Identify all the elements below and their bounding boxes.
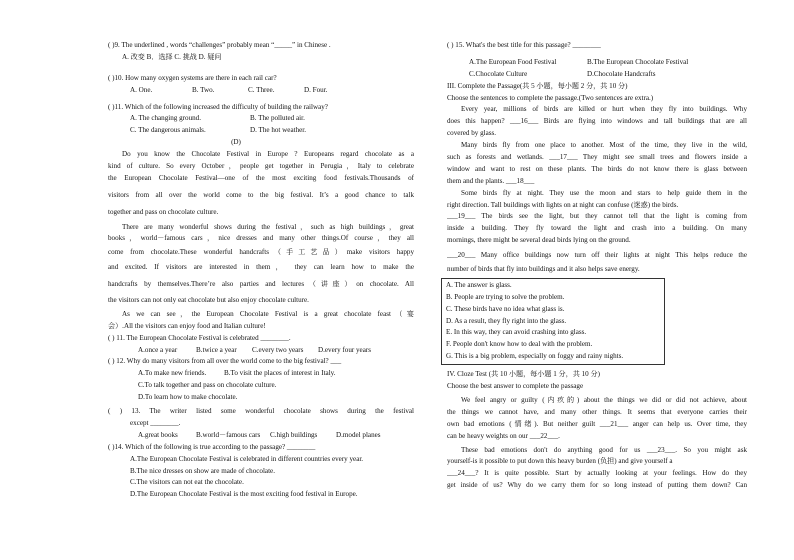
- q9-stem: ( )9. The underlined , words “challenges” probably mean “_____” in Chinese .: [108, 41, 331, 49]
- q14-option-a: A.The European Chocolate Festival is celebrated in different countries every year.: [130, 454, 364, 463]
- q11-option-a: A. The changing ground.: [130, 114, 201, 123]
- s4-line-8: get inside of us? Why do we carry them for so long instead of putting them down? Can: [447, 481, 747, 490]
- q14-option-b: B.The nice dresses on show are made of chocolate.: [130, 466, 275, 475]
- passage-line-13: 会）.All the visitors can enjoy food and Italian culture!: [108, 321, 266, 330]
- right-column: [447, 40, 747, 492]
- passage-line-6: There are many wonderful shows during the festival，such as high buildings，great: [122, 222, 414, 231]
- q11-row1: [108, 113, 414, 125]
- q12-option-b: B.To visit the places of interest in Italy.: [224, 369, 336, 378]
- passage-line-9: and excited. If visitors are interested in them， they can learn how to make the: [108, 263, 414, 272]
- q11-answer: (D): [231, 138, 241, 147]
- box-option-a: A. The answer is glass.: [446, 280, 512, 289]
- q11b-stem: ( ) 11. The European Chocolate Festival is celebrated ________.: [108, 333, 291, 342]
- q11-stem: ( )11. Which of the following increased the difficulty of building the railway?: [108, 102, 328, 111]
- q11b-option-d: D.every four years: [318, 345, 371, 354]
- q13-stem-2: except ________.: [130, 418, 181, 427]
- q15-row1: [447, 57, 747, 69]
- q10-option-d: D. Four.: [304, 85, 328, 94]
- s4-line-4: can be heavy weights on our ___22___.: [447, 431, 560, 440]
- q15-row2: [447, 69, 747, 81]
- section3-title: III. Complete the Passage(共 5 小题，每小题 2 分，共 10 分): [447, 81, 628, 90]
- q11-option-c: C. The dangerous animals.: [130, 126, 206, 135]
- section3-instructions: Choose the sentences to complete the passage.(Two sentences are extra.): [447, 93, 654, 102]
- q10-stem: ( )10. How many oxygen systems are there in each rail car?: [108, 73, 277, 82]
- s3-line-14: number of birds that fly into buildings and it also helps save energy.: [447, 265, 640, 274]
- s3-line-5: such as forests and wetlands. ___17___ They might see small trees and flowers inside a: [447, 153, 747, 162]
- s3-line-6: window and want to rest on these plants. The birds do not know there is glass between: [447, 164, 747, 173]
- q12-option-c: C.To talk together and pass on chocolate culture.: [138, 381, 277, 390]
- s3-line-11: inside a building. They fly toward the light and crash into a building. On many: [447, 224, 747, 233]
- q10-option-c: C. Three.: [248, 85, 275, 94]
- q11-option-d: D. The hot weather.: [250, 126, 307, 135]
- q11b-options: [108, 345, 414, 357]
- s3-line-13: ___20___ Many office buildings now turn off their lights at night This helps reduce the: [447, 251, 747, 260]
- s3-line-10: ___19___ The birds see the light, but they cannot tell that the light is coming from: [447, 212, 747, 221]
- passage-line-7: books，world－famous cars，nice dresses and many other things.Of course，they all: [108, 234, 414, 243]
- s3-line-1: Every year, millions of birds are killed or hurt when they fly into buildings. Why: [461, 105, 747, 114]
- q15-option-d: D.Chocolate Handcrafts: [587, 69, 656, 78]
- q10-option-a: A. One.: [130, 85, 153, 94]
- s4-line-3: own bad emotions (情绪). But neither guilt ___21___ anger can help us. Over time, they: [447, 419, 747, 428]
- q13-option-d: D.model planes: [336, 430, 381, 439]
- box-option-g: G. This is a big problem, especially on foggy and rainy nights.: [446, 352, 624, 361]
- q14-option-c: C.The visitors can not eat the chocolate.: [130, 478, 244, 487]
- box-option-f: F. People don't know how to deal with the problem.: [446, 340, 593, 349]
- q15-option-b: B.The European Chocolate Festival: [587, 57, 689, 66]
- q14-stem: ( )14. Which of the following is true according to the passage? ________: [108, 442, 316, 451]
- q11b-option-c: C.every two years: [252, 345, 304, 354]
- q10-options: [108, 85, 414, 97]
- s4-line-6: yourself-is it possible to put down this heavy burden (负担) and give yourself a: [447, 457, 673, 466]
- box-option-c: C. These birds have no idea what glass is.: [446, 304, 565, 313]
- q12-option-a: A.To make new friends.: [138, 369, 207, 378]
- s3-line-2: does this happen? ___16___ Birds are flying into windows and tall buildings that are all: [447, 117, 747, 126]
- s3-line-7: them and the plants. ___18___: [447, 176, 535, 185]
- box-option-d: D. As a result, they fly right into the glass.: [446, 316, 567, 325]
- passage-line-1: Do you know the Chocolate Festival in Europe ? Europeans regard chocolate as a: [122, 150, 414, 159]
- q10-option-b: B. Two.: [192, 85, 215, 94]
- passage-line-11: the visitors can not only eat chocolate but also enjoy chocolate culture.: [108, 296, 309, 305]
- q15-option-a: A.The European Food Festival: [469, 57, 557, 66]
- q15-stem: ( ) 15. What's the best title for this passage? ________: [447, 41, 601, 49]
- q13-option-c: C.high buildings: [270, 430, 318, 439]
- q9-options: A. 改变 B．选择 C. 挑战 D. 疑问: [122, 52, 222, 61]
- q12-row1: [108, 368, 414, 380]
- section4-instructions: Choose the best answer to complete the passage: [447, 382, 584, 391]
- passage-line-12: As we can see，the European Chocolate Festival is a great chocolate feast（宴: [122, 309, 414, 318]
- passage-line-3: the European Chocolate Festival—one of the most exciting food festivals.Thousands of: [108, 173, 414, 182]
- passage-line-4: visitors from all over the world come to the big festival. It’s a good chance to talk: [108, 190, 414, 199]
- passage-line-8: come from chocolate.These wonderful handcrafts（手工艺品）make visitors happy: [108, 248, 414, 257]
- left-column: [108, 40, 414, 501]
- options-box: [441, 278, 665, 365]
- q11-row2: [108, 125, 414, 137]
- q14-option-d: D.The European Chocolate Festival is the most exciting food festival in Europe.: [130, 490, 358, 499]
- s3-line-12: mornings, there might be several dead birds lying on the ground.: [447, 236, 631, 245]
- s4-line-5: These bad emotions don't do anything good for us ___23___. So you might ask: [461, 445, 747, 454]
- s3-line-4: Many birds fly from one place to another. Most of the time, they live in the wild,: [461, 141, 747, 150]
- s4-line-7: ___24___? It is quite possible. Start by actually looking at your feelings. How do they: [447, 469, 747, 478]
- s3-line-3: covered by glass.: [447, 129, 497, 138]
- s3-line-8: Some birds fly at night. They use the moon and stars to help guide them in the: [461, 188, 747, 197]
- box-option-e: E. In this way, they can avoid crashing into glass.: [446, 328, 587, 337]
- passage-line-5: together and pass on chocolate culture.: [108, 207, 219, 216]
- section4-title: IV. Cloze Test (共 10 小题，每小题 1 分，共 10 分): [447, 370, 600, 379]
- q13-stem: ( ) 13. The writer listed some wonderful chocolate shows during the festival: [108, 407, 414, 416]
- q15-option-c: C.Chocolate Culture: [469, 69, 528, 78]
- q11-option-b: B. The polluted air.: [250, 114, 305, 123]
- passage-line-2: kind of culture. So every October，people get together in Perugia，Italy to celebrate: [108, 162, 414, 171]
- s3-line-9: right direction. Tall buildings with lights on at night can confuse (迷惑) the birds.: [447, 200, 679, 209]
- q11b-option-a: A.once a year: [138, 345, 178, 354]
- q13-option-a: A.great books: [138, 430, 178, 439]
- q11b-option-b: B.twice a year: [196, 345, 237, 354]
- q12-option-d: D.To learn how to make chocolate.: [138, 393, 238, 402]
- box-option-b: B. People are trying to solve the problem.: [446, 292, 565, 301]
- q13-option-b: B.world－famous cars: [196, 430, 261, 439]
- passage-line-10: handcrafts by themselves.There’re also parties and lectures（讲座）on chocolate. All: [108, 280, 414, 289]
- q13-options: [108, 430, 414, 442]
- q12-stem: ( ) 12. Why do many visitors from all over the world come to the big festival? ___: [108, 357, 342, 366]
- s4-line-2: the things we cannot have, and many other things. It seems that everyone carries their: [447, 407, 747, 416]
- s4-line-1: We feel angry or guilty (内疚的) about the things we did or did not achieve, about: [461, 395, 747, 404]
